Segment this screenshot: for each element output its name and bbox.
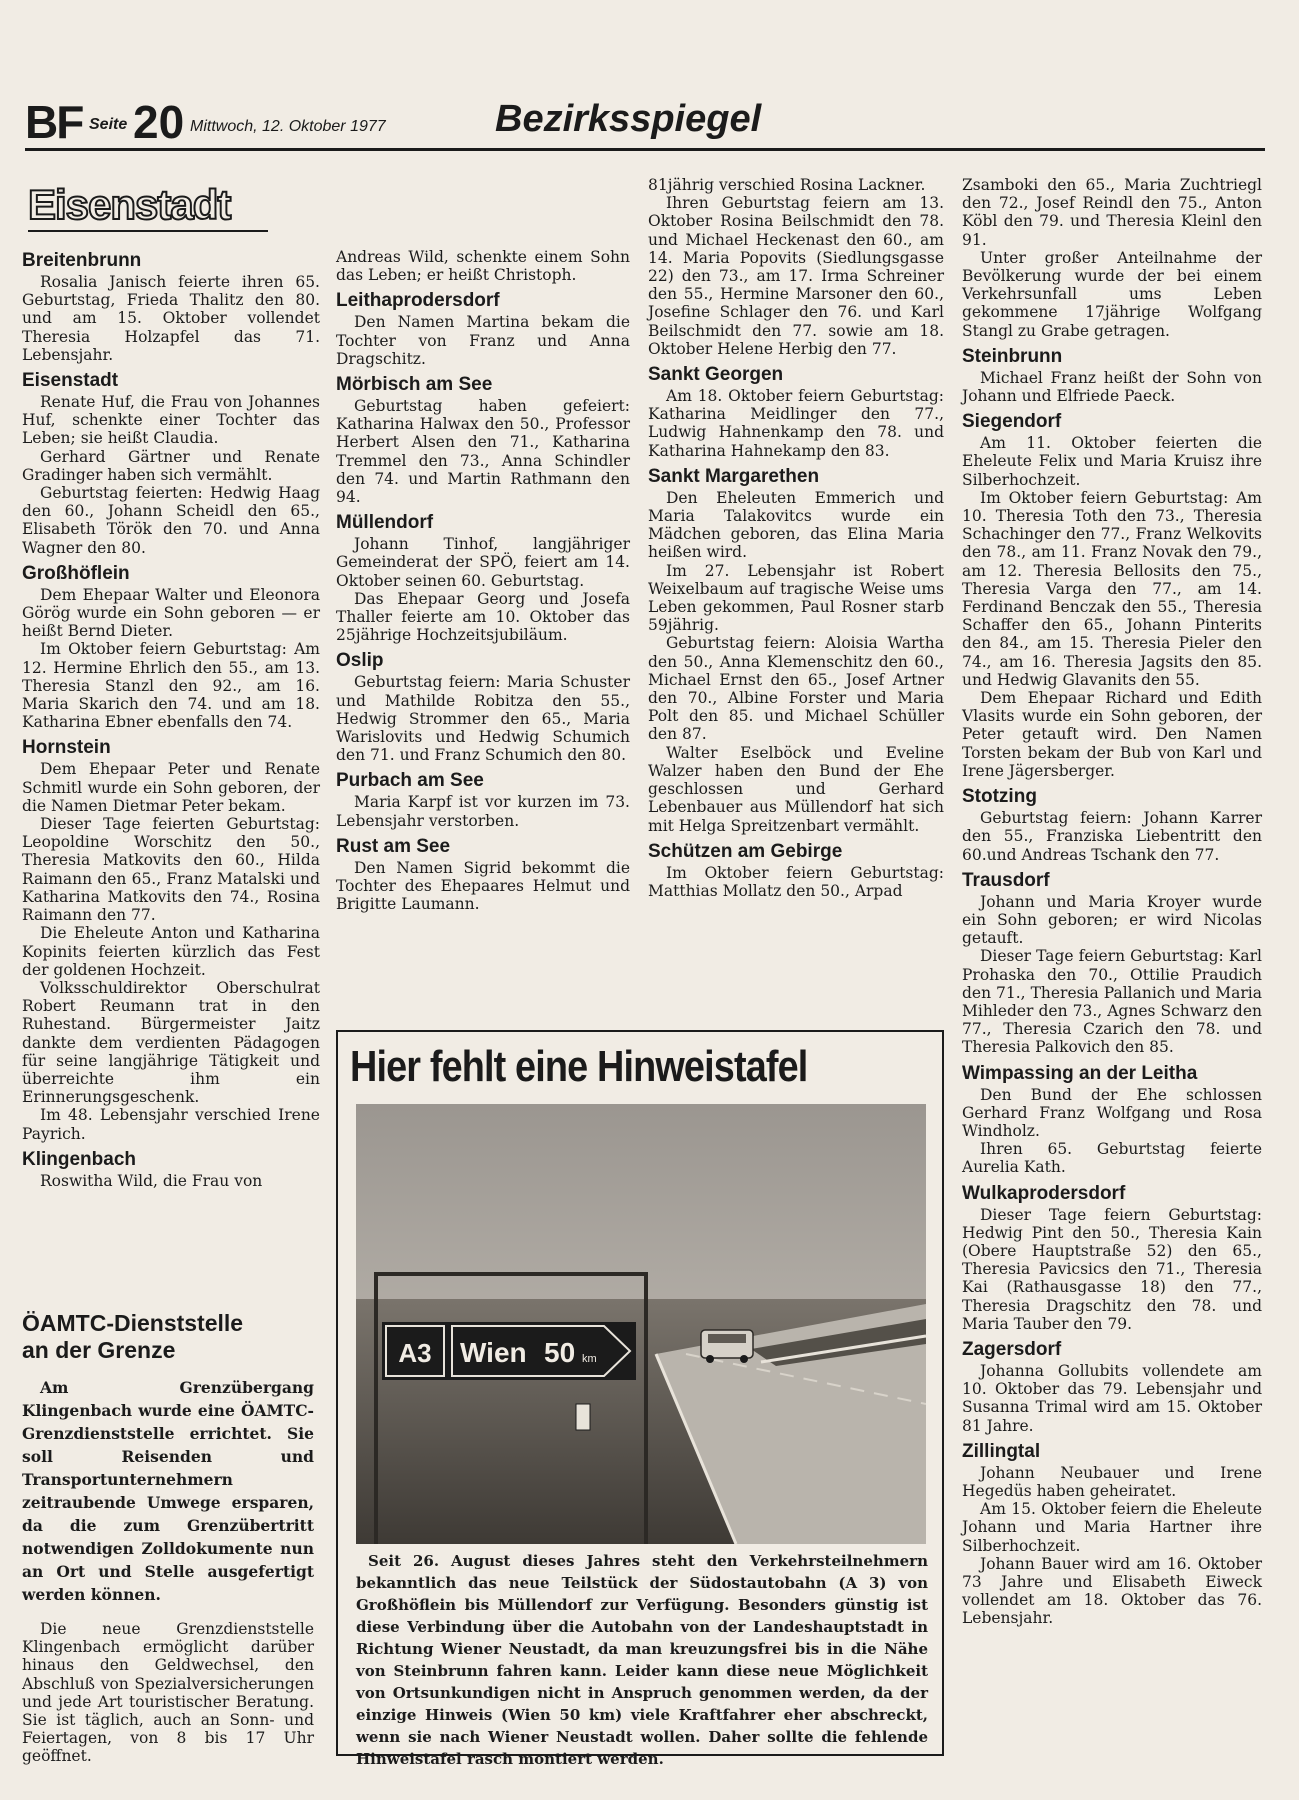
town-heading: Breitenbrunn xyxy=(22,250,142,271)
oamtc-lead-text: Am Grenzübergang Klingenbach wurde eine ÖAMTC-Grenzdienststelle errichtet. Sie soll Reisenden und Transportunternehmern zeitraubende Umwege ersparen, da die zum Grenzübertritt notwendigen Zolldokumente nun an Ort und Stelle ausgefertigt werden können. xyxy=(22,1378,314,1604)
town-heading: Wimpassing an der Leitha xyxy=(962,1062,1198,1084)
article-paragraph: Johanna Gollubits vollendete am 10. Oktober das 79. Lebensjahr und Susanna Trimal wird am 15. Oktober 81 Jahre. xyxy=(962,1361,1262,1435)
feature-headline: Hier fehlt eine Hinweistafel xyxy=(350,1042,808,1091)
article-paragraph: Rosalia Janisch feierte ihren 65. Geburtstag, Frieda Thalitz den 80. und am 15. Oktober vollendet Theresia Holzapfel das 71. Lebensjahr. xyxy=(22,273,320,364)
page-number: 20 xyxy=(133,96,185,148)
article-paragraph: Geburtstag feiern: Aloisia Wartha den 50., Anna Klemenschitz den 60., Michael Ernst den 65., Josef Artner den 70., Albine Forster und Maria Polt den 85. und Michael Schüller den 87. xyxy=(648,634,944,744)
town-heading: Trausdorf xyxy=(962,869,1050,891)
town-heading: Purbach am See xyxy=(336,770,484,792)
region-banner xyxy=(28,180,268,230)
sign-unit: km xyxy=(582,1353,597,1365)
article-paragraph: Johann und Maria Kroyer wurde ein Sohn geboren; er wird Nicolas getauft. xyxy=(962,892,1262,948)
town-heading: Eisenstadt xyxy=(22,370,119,392)
article-paragraph: Volksschuldirektor Oberschulrat Robert Reumann trat in den Ruhestand. Bürgermeister Jaitz dankte dem verdienten Pädagogen für seine langjährige Tätigkeit und überreichte ihm ein Erinnerungsgeschenk. xyxy=(22,978,320,1107)
article-paragraph: Geburtstag haben gefeiert: Katharina Halwax den 50., Professor Herbert Alsen den 71., Katharina Tremmel den 73., Anna Schindler den 74. und Martin Rathmann den 94. xyxy=(336,397,630,507)
article-paragraph: Den Namen Martina bekam die Tochter von Franz und Anna Dragschitz. xyxy=(336,313,630,368)
oamtc-body xyxy=(22,1620,314,1766)
article-paragraph: Ihren 65. Geburtstag feierte Aurelia Kath. xyxy=(962,1140,1262,1177)
feature-box xyxy=(336,1030,944,1768)
article-paragraph: Dieser Tage feierten Geburtstag: Leopoldine Worschitz den 50., Theresia Matkovits den 60., Hilda Raimann den 65., Franz Matalski und Katharina Matkovits den 74., Rosina Raimann den 77. xyxy=(22,815,320,925)
section-title: Bezirksspiegel xyxy=(495,98,762,140)
article-paragraph: Den Bund der Ehe schlossen Gerhard Franz Wolfgang und Rosa Windholz. xyxy=(962,1085,1262,1140)
article-paragraph: Gerhard Gärtner und Renate Gradinger haben sich vermählt. xyxy=(22,447,320,484)
article-paragraph: Geburtstag feiern: Johann Karrer den 55., Franziska Liebentritt den 60.und Andreas Tschank den 77. xyxy=(962,809,1262,864)
highway-photo-illustration xyxy=(356,1104,926,1544)
region-rule xyxy=(28,230,268,232)
page-header xyxy=(25,96,1265,148)
article-paragraph: Roswitha Wild, die Frau von xyxy=(40,1171,263,1190)
town-heading: Mörbisch am See xyxy=(336,374,493,396)
article-paragraph: Unter großer Anteilnahme der Bevölkerung wurde der bei einem Verkehrsunfall ums Leben gekommene 17jährige Wolfgang Stangl zu Grabe getragen. xyxy=(962,248,1262,340)
town-heading: Leithaprodersdorf xyxy=(336,290,500,312)
town-heading: Rust am See xyxy=(336,835,451,857)
column-1 xyxy=(22,250,320,1190)
article-paragraph: Dem Ehepaar Walter und Eleonora Görög wurde ein Sohn geboren — er heißt Bernd Dieter. xyxy=(22,585,320,641)
column-3 xyxy=(648,176,944,900)
town-heading: Stotzing xyxy=(962,786,1037,808)
town-heading: Wulkaprodersdorf xyxy=(962,1182,1126,1204)
article-paragraph: Zsamboki den 65., Maria Zuchtriegl den 72., Josef Reindl den 75., Anton Köbl den 79. und Theresia Kleinl den 91. xyxy=(962,176,1262,249)
article-paragraph: Dieser Tage feiern Geburtstag: Karl Prohaska den 70., Ottilie Praudich den 71., Theresia Pallanich und Maria Mihleder den 73., Agnes Schwarz den 77., Theresia Czarich den 78. und Theresia Palkovich den 85. xyxy=(962,947,1262,1057)
town-heading: Klingenbach xyxy=(22,1148,137,1170)
article-paragraph: Geburtstag feierten: Hedwig Haag den 60., Johann Scheidl den 65., Elisabeth Török den 70. und Anna Wagner den 80. xyxy=(22,484,320,557)
article-paragraph: Walter Eselböck und Eveline Walzer haben den Bund der Ehe geschlossen und Gerhard Lebenbauer aus Müllendorf hat sich mit Helga Spreitzenbart vermählt. xyxy=(648,743,944,835)
sign-distance: 50 xyxy=(544,1337,576,1368)
article-paragraph: Maria Karpf ist vor kurzen im 73. Lebensjahr verstorben. xyxy=(336,793,630,830)
article-paragraph: Am 18. Oktober feiern Geburtstag: Katharina Meidlinger den 77., Ludwig Hahnenkamp den 78. und Katharina Hahnekamp den 83. xyxy=(648,387,944,460)
town-heading: Müllendorf xyxy=(336,512,434,534)
highway-photo xyxy=(356,1104,926,1544)
article-paragraph: Das Ehepaar Georg und Josefa Thaller feierte am 10. Oktober das 25jährige Hochzeitsjubiläum. xyxy=(336,589,630,645)
article-paragraph: Johann Tinhof, langjähriger Gemeinderat der SPÖ, feiert am 14. Oktober seinen 60. Geburtstag. xyxy=(336,535,630,590)
town-heading: Siegendorf xyxy=(962,411,1062,433)
town-heading: Steinbrunn xyxy=(962,345,1063,367)
article-paragraph: Die Eheleute Anton und Katharina Kopinits feierten kürzlich das Fest der goldenen Hochzeit. xyxy=(22,924,320,979)
column-2 xyxy=(336,248,630,913)
article-paragraph: Am 11. Oktober feierten die Eheleute Felix und Maria Kruisz ihre Silberhochzeit. xyxy=(962,434,1262,489)
town-heading: Zagersdorf xyxy=(962,1338,1062,1360)
oamtc-lead xyxy=(22,1376,314,1606)
article-paragraph: Dem Ehepaar Richard und Edith Vlasits wurde ein Sohn geboren, der Peter getauft wird. Den Namen Torsten bekam der Bub von Karl und Irene Jägersberger. xyxy=(962,689,1262,780)
oamtc-body-text: Die neue Grenzdienststelle Klingenbach ermöglicht darüber hinaus den Geldwechsel, den Abschluß von Spezialversicherungen und jede Art touristischer Beratung. Sie ist täglich, auch an Sonn- und Feiertagen, von 8 bis 17 Uhr geöffnet. xyxy=(22,1620,314,1766)
article-paragraph: Johann Neubauer und Irene Hegedüs haben geheiratet. xyxy=(962,1463,1262,1500)
article-paragraph: Im Oktober feiern Geburtstag: Matthias Mollatz den 50., Arpad xyxy=(648,863,944,900)
photo-caption xyxy=(356,1550,928,1770)
town-heading: Zillingtal xyxy=(962,1440,1041,1462)
town-heading: Hornstein xyxy=(22,737,111,759)
caption-text: Seit 26. August dieses Jahres steht den Verkehrsteilnehmern bekanntlich das neue Teilstück der Südostautobahn (A 3) von Großhöflein bis Müllendorf zur Verfügung. Besonders günstig ist diese Verbindung über die Autobahn von der Landeshauptstadt in Richtung Wiener Neustadt, da man kreuzungsfrei bis in die Nähe von Steinbrunn fahren kann. Leider kann diese neue Möglichkeit von Ortsunkundigen nicht in Anspruch genommen werden, da der einzige Hinweis (Wien 50 km) viele Kraftfahrer eher abschreckt, wenn sie nach Wiener Neustadt wollen. Daher sollte die fehlende Hinweistafel rasch montiert werden. xyxy=(356,1552,928,1768)
newspaper-logo: BF xyxy=(25,96,83,148)
article-paragraph: Im Oktober feiern Geburtstag: Am 12. Hermine Ehrlich den 55., am 13. Theresia Stanzl den 92., am 16. Maria Skarich den 74. und am 18. Katharina Ebner ebenfalls den 74. xyxy=(22,640,320,732)
article-paragraph: Ihren Geburtstag feiern am 13. Oktober Rosina Beilschmidt den 78. und Michael Heckenast den 60., am 14. Maria Popovits (Siedlungsgasse 22) den 73., am 17. Irma Schreiner den 55., Hermine Marsoner den 60., Josefine Schlager den 76. und Karl Beilschmidt den 77. sowie am 18. Oktober Helene Herbig den 77. xyxy=(648,194,944,358)
article-paragraph: Im 27. Lebensjahr ist Robert Weixelbaum auf tragische Weise ums Leben gekommen, Paul Rosner starb 59jährig. xyxy=(648,561,944,635)
article-paragraph: Andreas Wild, schenkte einem Sohn das Leben; er heißt Christoph. xyxy=(336,248,630,285)
town-heading: Sankt Georgen xyxy=(648,364,784,386)
sign-route-number: A3 xyxy=(398,1338,432,1368)
article-paragraph: Dieser Tage feiern Geburtstag: Hedwig Pint den 50., Theresia Kain (Obere Hauptstraße 52) den 65., Theresia Pavicsics den 71., Theresia Kai (Rathausgasse 18) den 77., Theresia Dragschitz den 78. und Maria Tauber den 79. xyxy=(962,1205,1262,1333)
article-paragraph: Dem Ehepaar Peter und Renate Schmitl wurde ein Sohn geboren, der die Namen Dietmar Peter bekam. xyxy=(22,760,320,815)
header-rule xyxy=(25,148,1265,151)
town-heading: Schützen am Gebirge xyxy=(648,840,843,862)
article-paragraph: Renate Huf, die Frau von Johannes Huf, schenkte einer Tochter das Leben; sie heißt Claudia. xyxy=(22,393,320,448)
sign-destination: Wien xyxy=(460,1337,527,1368)
town-heading: Sankt Margarethen xyxy=(648,465,820,487)
article-paragraph: Michael Franz heißt der Sohn von Johann und Elfriede Paeck. xyxy=(962,368,1262,406)
article-paragraph: Im Oktober feiern Geburtstag: Am 10. Theresia Toth den 73., Theresia Schachinger den 77., Franz Welkovits den 78., am 11. Franz Novak den 79., am 12. Theresia Bellosits den 75., Theresia Varga den 77., am 14. Ferdinand Benczak den 55., Theresia Schaffer den 65., Johann Pinterits den 84., am 15. Theresia Pieler den 74., am 16. Theresia Jagsits den 85. und Hedwig Glavanits den 55. xyxy=(962,488,1262,689)
article-paragraph: Am 15. Oktober feiern die Eheleute Johann und Maria Hartner ihre Silberhochzeit. xyxy=(962,1500,1262,1555)
article-paragraph: Johann Bauer wird am 16. Oktober 73 Jahre und Elisabeth Eiweck vollendet am 18. Oktober das 76. Lebensjahr. xyxy=(962,1554,1262,1628)
article-paragraph: 81jährig verschied Rosina Lackner. xyxy=(648,176,926,194)
oamtc-headline: ÖAMTC-Dienststelle an der Grenze xyxy=(22,1310,244,1363)
article-paragraph: Geburtstag feiern: Maria Schuster und Mathilde Robitza den 55., Hedwig Strommer den 65., Maria Warislovits und Hedwig Schumich den 71. und Franz Schumich den 80. xyxy=(336,673,630,765)
issue-date: Mittwoch, 12. Oktober 1977 xyxy=(190,118,386,135)
article-paragraph: Im 48. Lebensjahr verschied Irene Payrich. xyxy=(22,1106,320,1143)
column-4 xyxy=(962,176,1262,1628)
article-paragraph: Den Namen Sigrid bekommt die Tochter des Ehepaares Helmut und Brigitte Laumann. xyxy=(336,858,630,914)
region-title: Eisenstadt xyxy=(28,181,231,228)
town-heading: Großhöflein xyxy=(22,562,130,584)
town-heading: Oslip xyxy=(336,650,384,672)
article-paragraph: Den Eheleuten Emmerich und Maria Talakovitcs wurde ein Mädchen geboren, das Elina Maria heißen wird. xyxy=(648,488,944,562)
page-label: Seite xyxy=(89,116,128,133)
